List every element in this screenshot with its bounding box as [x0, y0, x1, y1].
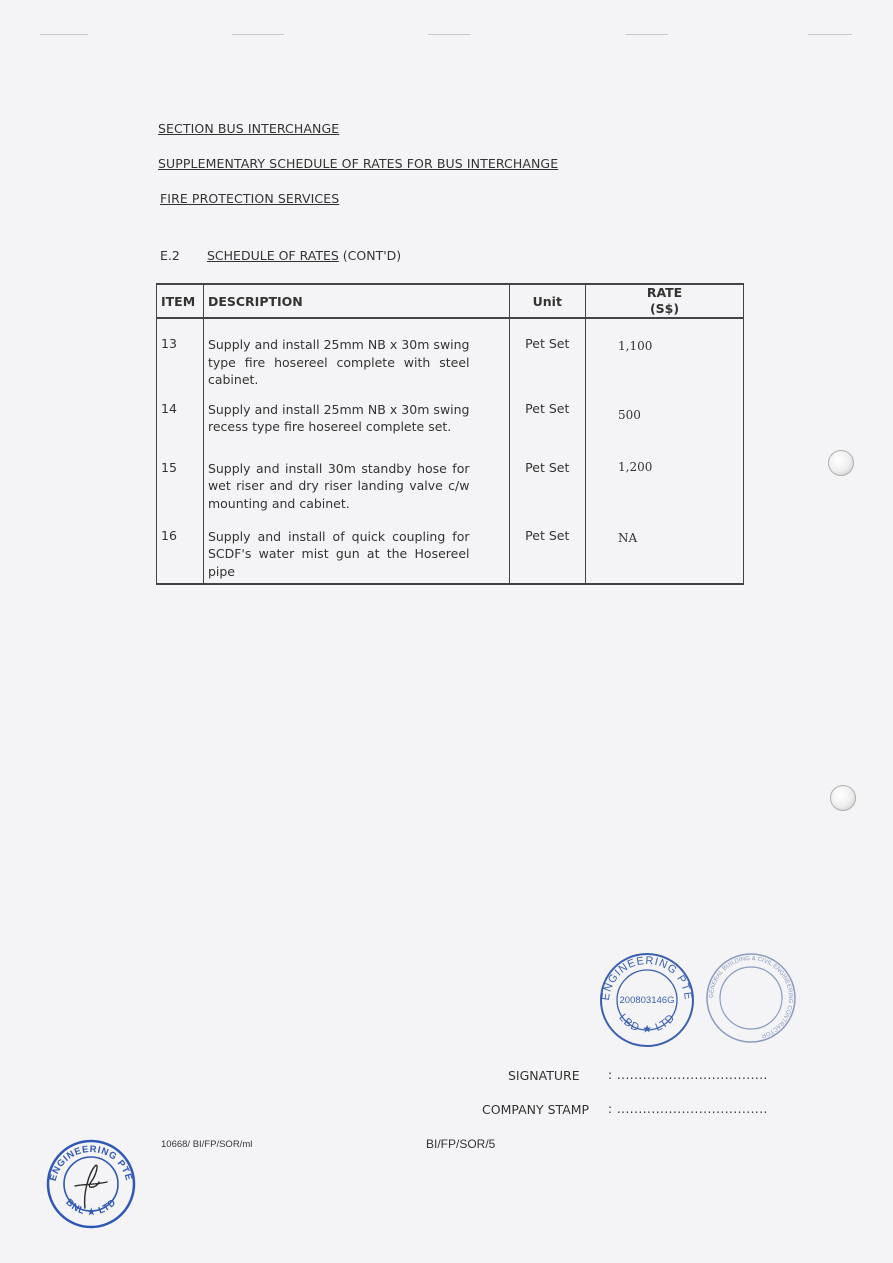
contractor-stamp [703, 950, 799, 1046]
footer-company-seal [45, 1138, 137, 1230]
company-stamp-field: : ................................... [608, 1102, 768, 1116]
item-unit: Pet Set [509, 451, 586, 516]
svg-text:ENGINEERING PTE: ENGINEERING PTE [599, 954, 695, 1002]
top-dash-line [808, 34, 852, 35]
section-title-main: SCHEDULE OF RATES [207, 248, 339, 263]
top-dash-line [40, 34, 88, 35]
item-unit: Pet Set [509, 389, 586, 451]
section-number: E.2 [160, 248, 180, 263]
item-rate: 1,200 [586, 451, 744, 516]
company-stamp-label: COMPANY STAMP [482, 1102, 590, 1117]
svg-text:ENGINEERING PTE: ENGINEERING PTE [47, 1143, 135, 1183]
column-header-item: ITEM [157, 284, 204, 318]
item-unit: Pet Set [509, 318, 586, 389]
service-heading: FIRE PROTECTION SERVICES [160, 191, 340, 206]
footer-page-code: BI/FP/SOR/5 [426, 1137, 496, 1151]
signature-field: : ................................... [608, 1068, 768, 1082]
item-description: Supply and install 30m standby hose for wet riser and dry riser landing valve c/w mounting and cabinet. [203, 451, 509, 516]
rate-header-line1: RATE [646, 285, 683, 300]
punch-hole-lower [830, 785, 856, 811]
column-header-unit: Unit [509, 284, 586, 318]
schedule-of-rates-table [156, 283, 744, 585]
item-number: 16 [157, 516, 204, 584]
item-description: Supply and install of quick coupling for SCDF's water mist gun at the Hosereel pipe [203, 516, 509, 584]
item-description: Supply and install 25mm NB x 30m swing recess type fire hosereel complete set. [203, 389, 509, 451]
table-header-row [157, 284, 744, 318]
signature-label: SIGNATURE [508, 1068, 580, 1083]
footer-reference: 10668/ BI/FP/SOR/ml [161, 1139, 253, 1150]
item-unit: Pet Set [509, 516, 586, 584]
item-description: Supply and install 25mm NB x 30m swing type fire hosereel complete with steel cabinet. [203, 318, 509, 389]
column-header-description: DESCRIPTION [203, 284, 509, 318]
top-dash-line [428, 34, 470, 35]
svg-text:BNL ★ LTD: BNL ★ LTD [63, 1196, 119, 1218]
schedule-heading: SUPPLEMENTARY SCHEDULE OF RATES FOR BUS INTERCHANGE [158, 156, 559, 171]
table-row [157, 318, 744, 389]
item-number: 14 [157, 389, 204, 451]
item-rate: 500 [586, 389, 744, 451]
item-rate: 1,100 [586, 318, 744, 389]
section-title [207, 248, 401, 263]
item-number: 15 [157, 451, 204, 516]
svg-text:GENERAL BUILDING & CIVIL ENGIN: GENERAL BUILDING & CIVIL ENGINEERING CONTRACTOR [708, 955, 794, 1039]
rate-header-line2: (S$) [649, 301, 680, 316]
table-row [157, 516, 744, 584]
section-heading: SECTION BUS INTERCHANGE [158, 121, 340, 136]
table-row [157, 389, 744, 451]
top-dash-line [626, 34, 668, 35]
punch-hole-upper [828, 450, 854, 476]
item-number: 13 [157, 318, 204, 389]
item-rate: NA [586, 516, 744, 584]
svg-text:200803146G: 200803146G [619, 995, 675, 1006]
table-row [157, 451, 744, 516]
top-dash-line [232, 34, 284, 35]
svg-text:LBD ★ LTD: LBD ★ LTD [616, 1011, 678, 1036]
section-title-suffix: (CONT'D) [338, 248, 402, 263]
column-header-rate [586, 284, 744, 318]
company-stamp [597, 950, 697, 1050]
